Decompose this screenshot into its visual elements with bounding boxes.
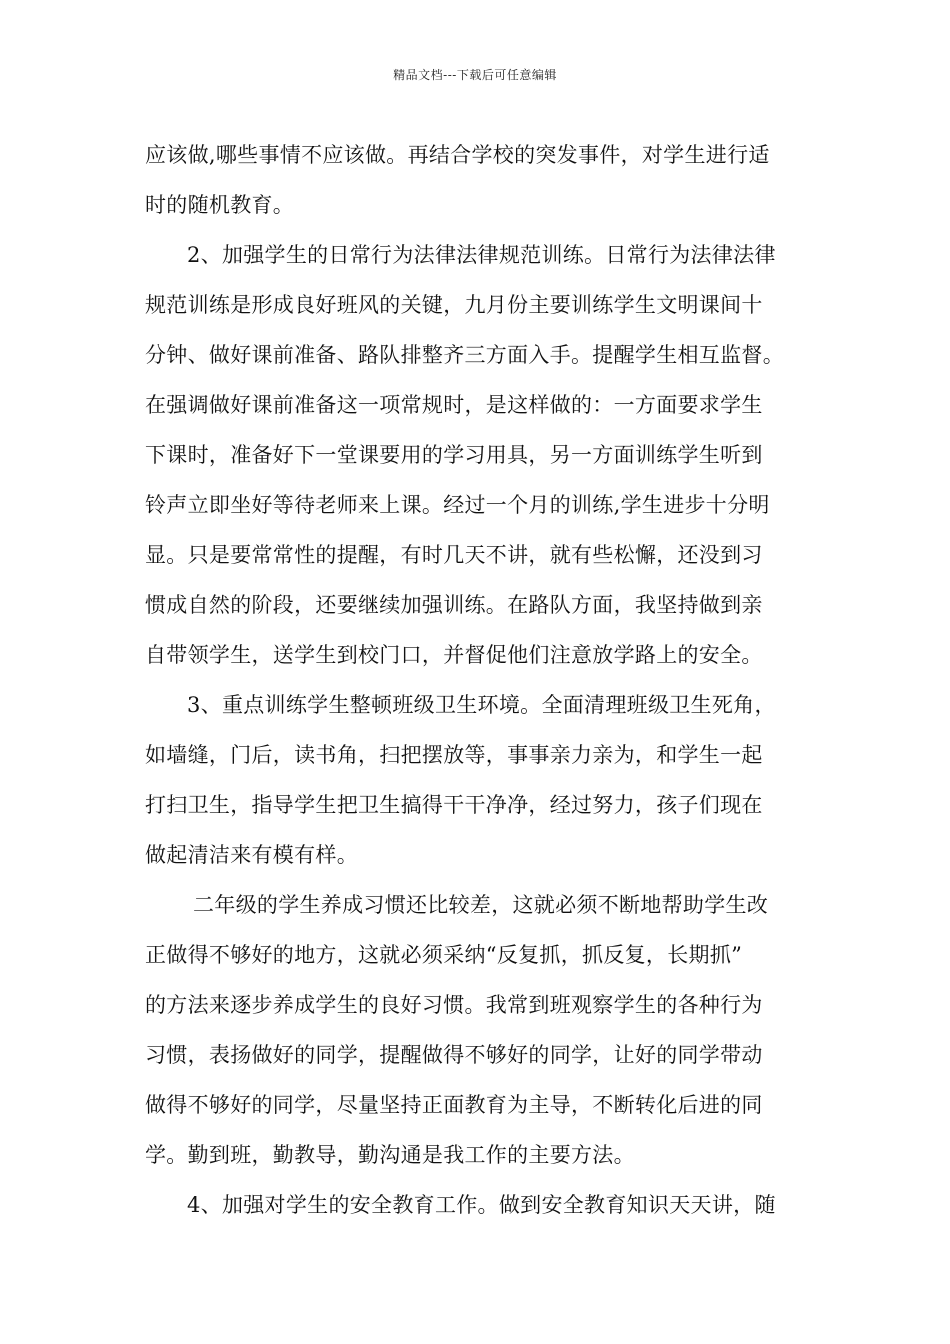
text-line: 正做得不够好的地方，这就必须采纳“反复抓，抓反复，长期抓” bbox=[145, 943, 743, 967]
paragraph-start-line: 4、加强对学生的安全教育工作。做到安全教育知识天天讲，随 bbox=[187, 1193, 776, 1217]
text-line: 学。勤到班，勤教导，勤沟通是我工作的主要方法。 bbox=[145, 1143, 635, 1167]
paragraph-start-line: 2、加强学生的日常行为法律法律规范训练。日常行为法律法律 bbox=[187, 243, 776, 267]
document-body bbox=[145, 130, 825, 1230]
text-line: 惯成自然的阶段，还要继续加强训练。在路队方面，我坚持做到亲 bbox=[145, 593, 763, 617]
paragraph-start-line: 3、重点训练学生整顿班级卫生环境。全面清理班级卫生死角， bbox=[187, 693, 776, 717]
text-line: 做起清洁来有模有样。 bbox=[145, 843, 358, 867]
page-header: 精品文档---下载后可任意编辑 bbox=[393, 68, 557, 82]
text-line: 在强调做好课前准备这一项常规时，是这样做的：一方面要求学生 bbox=[145, 393, 763, 417]
text-line: 的方法来逐步养成学生的良好习惯。我常到班观察学生的各种行为 bbox=[145, 993, 763, 1017]
text-line: 铃声立即坐好等待老师来上课。经过一个月的训练,学生进步十分明 bbox=[145, 493, 770, 517]
text-line: 显。只是要常常性的提醒，有时几天不讲，就有些松懈，还没到习 bbox=[145, 543, 763, 567]
text-line: 习惯，表扬做好的同学，提醒做得不够好的同学，让好的同学带动 bbox=[145, 1043, 763, 1067]
text-line: 规范训练是形成良好班风的关键，九月份主要训练学生文明课间十 bbox=[145, 293, 763, 317]
paragraph-start-line: 二年级的学生养成习惯还比较差，这就必须不断地帮助学生改 bbox=[193, 893, 769, 917]
text-line: 下课时，准备好下一堂课要用的学习用具，另一方面训练学生听到 bbox=[145, 443, 763, 467]
text-line: 自带领学生，送学生到校门口，并督促他们注意放学路上的安全。 bbox=[145, 643, 763, 667]
text-line: 时的随机教育。 bbox=[145, 193, 295, 217]
text-line: 做得不够好的同学，尽量坚持正面教育为主导，不断转化后进的同 bbox=[145, 1093, 763, 1117]
text-line: 打扫卫生，指导学生把卫生搞得干干净净，经过努力，孩子们现在 bbox=[145, 793, 763, 817]
text-line: 分钟、做好课前准备、路队排整齐三方面入手。提醒学生相互监督。 bbox=[145, 343, 784, 367]
text-line: 应该做,哪些事情不应该做。再结合学校的突发事件，对学生进行适 bbox=[145, 143, 770, 167]
text-line: 如墙缝，门后，读书角，扫把摆放等，事事亲力亲为，和学生一起 bbox=[145, 743, 763, 767]
